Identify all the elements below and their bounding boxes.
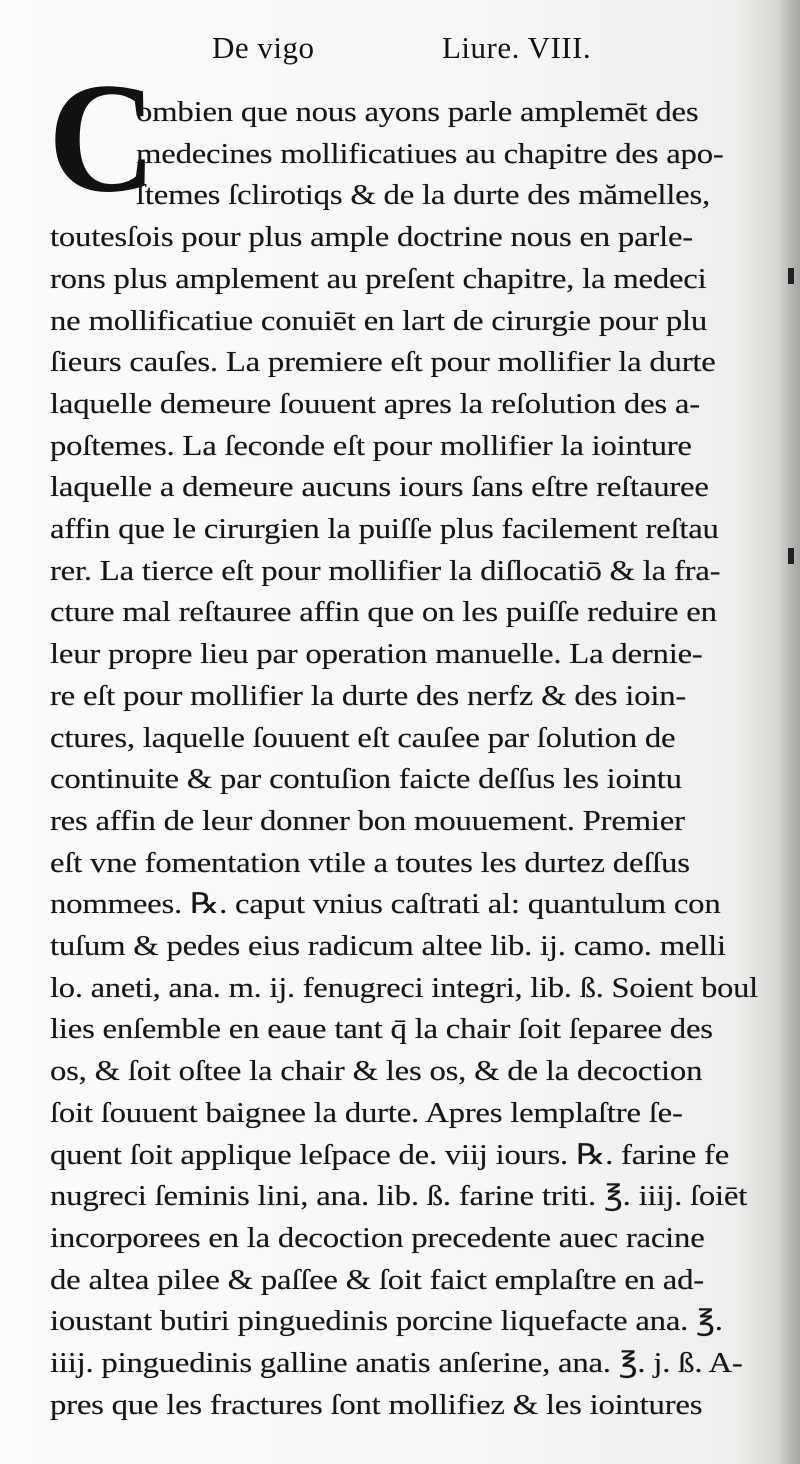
text-line: medecines mollificatiues au chapitre des apo- <box>136 138 724 170</box>
text-line: re eſt pour mollifier la durte des nerfz & des ioin- <box>50 680 687 712</box>
text-line: ioustant butiri pinguedinis porcine liquefacte ana. ℥. <box>50 1306 723 1338</box>
text-line: pres que les fractures ſont mollifiez & les iointures <box>50 1389 703 1421</box>
text-line: lo. aneti, ana. m. ij. fenugreci integri, lib. ß. Soient boul <box>50 972 758 1004</box>
text-line: leur propre lieu par operation manuelle. La dernie- <box>50 639 703 671</box>
text-line: lies enſemble en eaue tant q̄ la chair ſoit ſeparee des <box>50 1014 713 1046</box>
text-line: incorporees en la decoction precedente auec racine <box>50 1222 705 1254</box>
text-line: laquelle a demeure aucuns iours ſans eſtre reſtauree <box>50 472 709 504</box>
running-head-author: De vigo <box>212 30 315 65</box>
text-line: quent ſoit applique leſpace de. viij iours. ℞. farine fe <box>50 1139 730 1171</box>
text-line: de altea pilee & paſſee & ſoit faict emplaſtre en ad- <box>50 1264 704 1296</box>
text-line: ne mollificatiue conuiēt en lart de cirurgie pour plu <box>50 305 708 337</box>
text-line: nommees. ℞. caput vnius caſtrati al: quantulum con <box>50 889 721 921</box>
margin-mark <box>788 548 794 564</box>
text-line: continuite & par contuſion faicte deſſus les iointu <box>50 764 682 796</box>
text-line: cture mal reſtauree affin que on les puiſſe reduire en <box>50 597 717 629</box>
text-line: eſt vne fomentation vtile a toutes les durtez deſſus <box>50 847 690 879</box>
text-line: res affin de leur donner bon mouuement. Premier <box>50 805 685 837</box>
text-line: ſoit ſouuent baignee la durte. Apres lemplaſtre ſe- <box>50 1097 683 1129</box>
text-line: laquelle demeure ſouuent apres la reſolution des a- <box>50 388 700 420</box>
running-head-book: Liure. VIII. <box>442 30 592 65</box>
text-line: ſtemes ſclirotiqs & de la durte des mămelles, <box>136 180 710 212</box>
margin-mark <box>788 268 794 284</box>
text-line: toutesſois pour plus ample doctrine nous en parle- <box>50 222 693 254</box>
text-line: nugreci ſeminis lini, ana. lib. ß. farine triti. ℥. iiij. ſoiēt <box>50 1181 748 1213</box>
text-line: iiij. pinguedinis galline anatis anſerine, ana. ℥. j. ß. A- <box>50 1348 743 1379</box>
text-line: os, & ſoit oſtee la chair & les os, & de la decoction <box>50 1056 703 1088</box>
text-line: poſtemes. La ſeconde eſt pour mollifier la iointure <box>50 430 692 462</box>
text-line: tuſum & pedes eius radicum altee lib. ij. camo. melli <box>50 931 726 962</box>
text-line: rons plus amplement au preſent chapitre, la medeci <box>50 263 707 295</box>
text-line: ſieurs cauſes. La premiere eſt pour mollifier la durte <box>50 347 716 379</box>
drop-cap-initial: C <box>48 50 157 226</box>
page-gutter-shadow <box>778 0 800 1464</box>
text-line: rer. La tierce eſt pour mollifier la diſlocatiō & la fra- <box>50 555 721 587</box>
text-line: ctures, laquelle ſouuent eſt cauſee par ſolution de <box>50 722 676 754</box>
text-line: affin que le cirurgien la puiſſe plus facilement reſtau <box>50 514 719 545</box>
text-line: ombien que nous ayons parle amplemēt des <box>136 97 699 128</box>
